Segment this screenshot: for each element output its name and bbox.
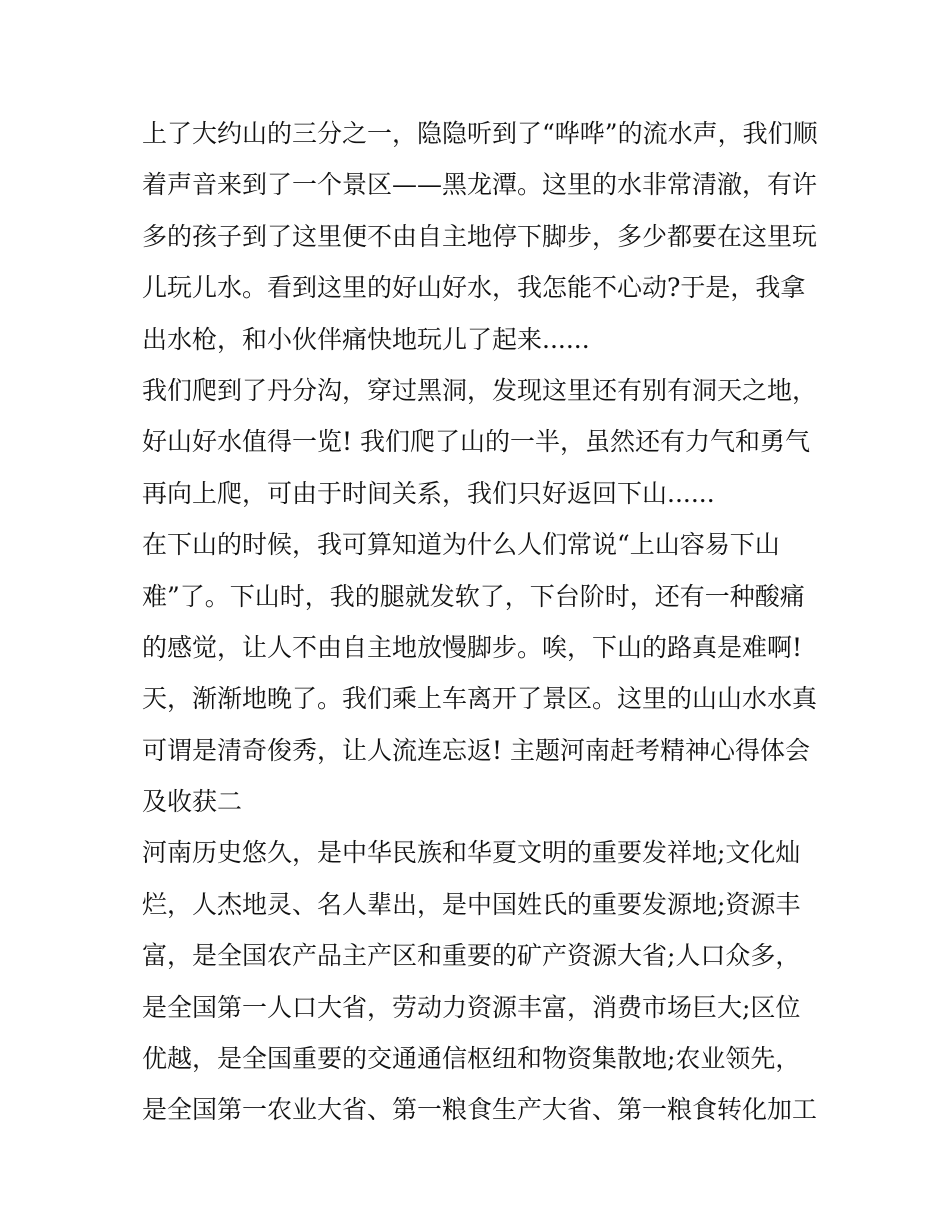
text-line: 是全国第一人口大省，劳动力资源丰富，消费市场巨大;区位: [142, 992, 801, 1022]
text-line: 烂，人杰地灵、名人辈出，是中国姓氏的重要发源地;资源丰: [142, 889, 801, 919]
text-line: 河南历史悠久，是中华民族和华夏文明的重要发祥地;文化灿: [142, 838, 801, 868]
text-line: 天，渐渐地晚了。我们乘上车离开了景区。这里的山山水水真: [142, 684, 818, 714]
text-line: 可谓是清奇俊秀，让人流连忘返! 主题河南赶考精神心得体会: [142, 735, 810, 765]
text-line: 儿玩儿水。看到这里的好山好水，我怎能不心动?于是，我拿: [142, 273, 806, 303]
text-line: 多的孩子到了这里便不由自主地停下脚步，多少都要在这里玩: [142, 221, 818, 251]
text-line: 再向上爬，可由于时间关系，我们只好返回下山......: [142, 478, 715, 508]
text-line: 是全国第一农业大省、第一粮食生产大省、第一粮食转化加工: [142, 1095, 818, 1125]
text-line: 难”了。下山时，我的腿就发软了，下台阶时，还有一种酸痛: [142, 581, 805, 611]
text-line: 出水枪，和小伙伴痛快地玩儿了起来......: [142, 324, 590, 354]
text-line: 好山好水值得一览! 我们爬了山的一半，虽然还有力气和勇气: [142, 427, 810, 457]
text-line: 上了大约山的三分之一，隐隐听到了“哗哗”的流水声，我们顺: [142, 119, 818, 148]
text-line: 在下山的时候，我可算知道为什么人们常说“上山容易下山: [142, 530, 780, 560]
text-line: 我们爬到了丹分沟，穿过黑洞，发现这里还有别有洞天之地，: [142, 375, 818, 405]
text-line: 着声音来到了一个景区——黑龙潭。这里的水非常清澈，有许: [142, 170, 818, 200]
body-text: [142, 108, 822, 1136]
text-line: 及收获二: [142, 787, 243, 817]
text-line: 的感觉，让人不由自主地放慢脚步。唉，下山的路真是难啊!: [142, 632, 803, 662]
text-line: 富，是全国农产品主产区和重要的矿产资源大省;人口众多，: [142, 941, 801, 971]
text-line: 优越，是全国重要的交通通信枢纽和物资集散地;农业领先，: [142, 1044, 801, 1074]
